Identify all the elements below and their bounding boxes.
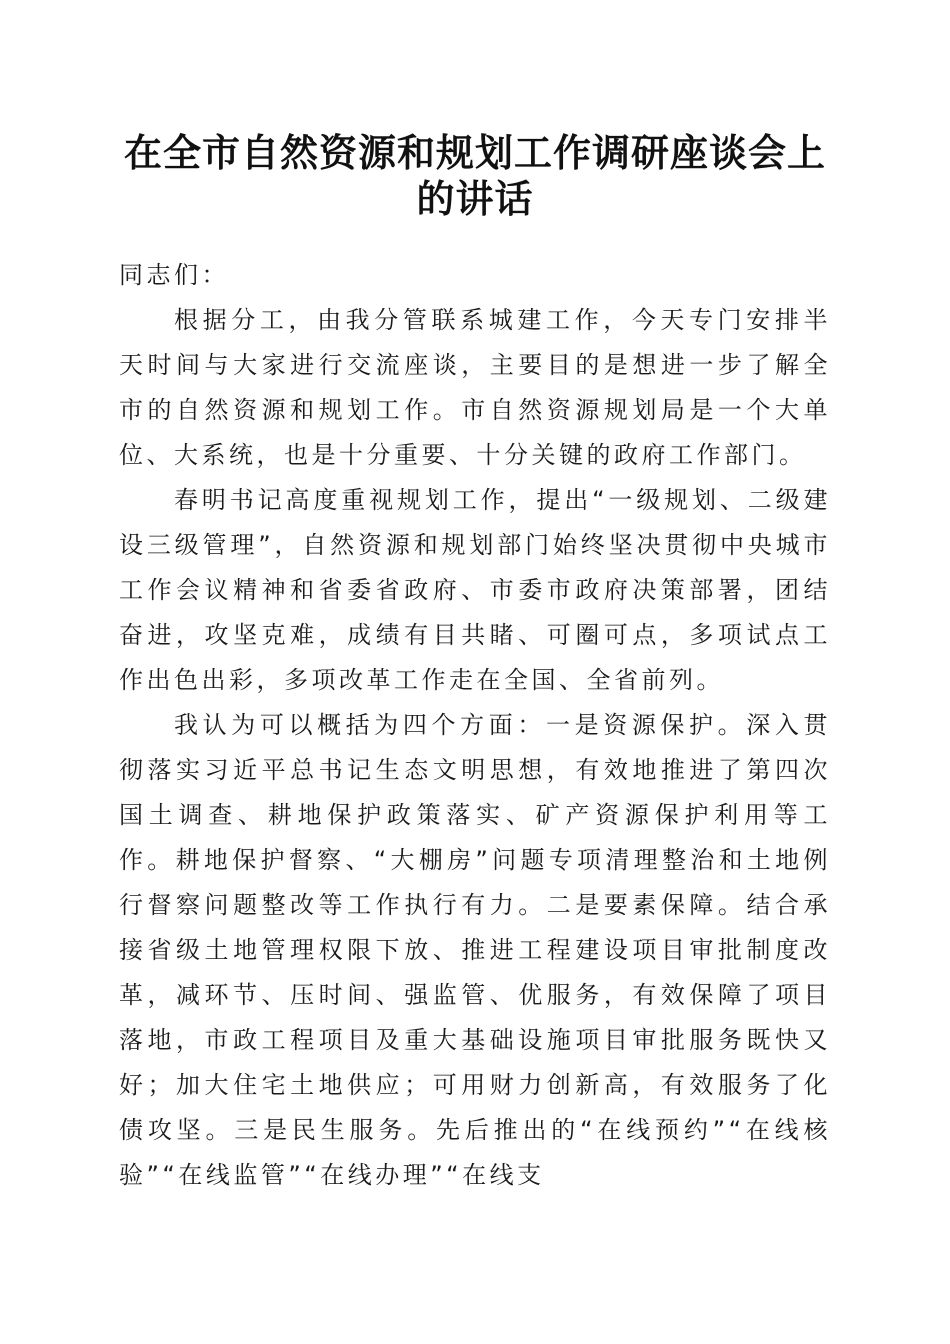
- document-title: 在全市自然资源和规划工作调研座谈会上的讲话: [123, 130, 826, 221]
- paragraph-3: 我认为可以概括为四个方面：一是资源保护。深入贯彻落实习近平总书记生态文明思想，有效地推进了第四次国土调查、耕地保护政策落实、矿产资源保护利用等工作。耕地保护督察、“大棚房”问题专项清理整治和土地例行督察问题整改等工作执行有力。二是要素保障。结合承接省级土地管理权限下放、推进工程建设项目审批制度改革，减环节、压时间、强监管、优服务，有效保障了项目落地，市政工程项目及重大基础设施项目审批服务既快又好；加大住宅土地供应；可用财力创新高，有效服务了化债攻坚。三是民生服务。先后推出的“在线预约”“在线核验”“在线监管”“在线办理”“在线支: [119, 711, 831, 1189]
- paragraph-2: 春明书记高度重视规划工作，提出“一级规划、二级建设三级管理”，自然资源和规划部门始终坚决贯彻中央城市工作会议精神和省委省政府、市委市政府决策部署，团结奋进，攻坚克难，成绩有目共睹、可圈可点，多项试点工作出色出彩，多项改革工作走在全国、全省前列。: [119, 486, 831, 694]
- salutation: 同志们：: [119, 261, 229, 289]
- paragraph-1: 根据分工，由我分管联系城建工作，今天专门安排半天时间与大家进行交流座谈，主要目的是想进一步了解全市的自然资源和规划工作。市自然资源规划局是一个大单位、大系统，也是十分重要、十分关键的政府工作部门。: [119, 306, 831, 469]
- document-body: [119, 253, 831, 1198]
